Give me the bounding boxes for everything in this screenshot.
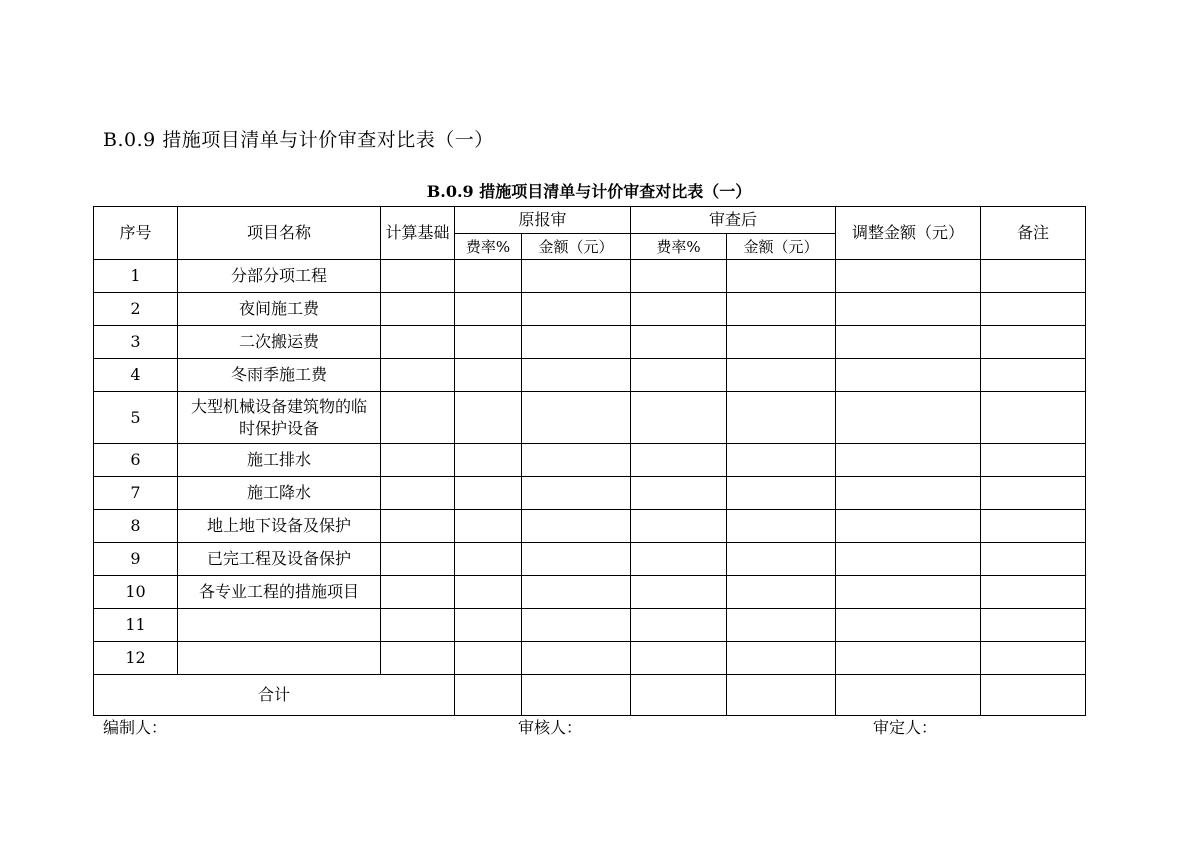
cell-empty xyxy=(631,444,727,477)
row-seq: 9 xyxy=(94,543,178,576)
row-seq: 6 xyxy=(94,444,178,477)
cell-empty xyxy=(981,642,1086,675)
cell-empty xyxy=(631,477,727,510)
table-row xyxy=(94,444,1086,477)
row-item-name: 各专业工程的措施项目 xyxy=(178,576,381,609)
cell-empty xyxy=(727,675,836,716)
cell-empty xyxy=(522,675,631,716)
cell-empty xyxy=(836,543,981,576)
cell-empty xyxy=(836,675,981,716)
cell-empty xyxy=(631,576,727,609)
section-heading: B.0.9 措施项目清单与计价审查对比表（一） xyxy=(103,129,494,151)
cell-empty xyxy=(455,293,522,326)
cell-empty xyxy=(727,359,836,392)
cell-empty xyxy=(727,576,836,609)
approver-label: 审定人： xyxy=(873,718,938,737)
row-item-name xyxy=(178,642,381,675)
row-seq: 10 xyxy=(94,576,178,609)
header-reviewed-rate: 费率% xyxy=(631,234,727,260)
row-seq: 12 xyxy=(94,642,178,675)
header-original-amount: 金额（元） xyxy=(522,234,631,260)
header-remark: 备注 xyxy=(981,207,1086,260)
table-title: B.0.9 措施项目清单与计价审查对比表（一） xyxy=(426,182,752,201)
cell-empty xyxy=(836,293,981,326)
cell-empty xyxy=(631,392,727,444)
cell-empty xyxy=(981,609,1086,642)
cell-empty xyxy=(981,543,1086,576)
cell-empty xyxy=(455,392,522,444)
cell-empty xyxy=(981,293,1086,326)
row-seq: 11 xyxy=(94,609,178,642)
compiler-label: 编制人： xyxy=(103,718,168,737)
cell-empty xyxy=(727,543,836,576)
cell-empty xyxy=(631,293,727,326)
cell-empty xyxy=(727,609,836,642)
cell-empty xyxy=(981,260,1086,293)
cell-empty xyxy=(981,675,1086,716)
table-row xyxy=(94,609,1086,642)
cell-empty xyxy=(727,326,836,359)
total-label: 合计 xyxy=(94,675,455,716)
reviewer-label: 审核人： xyxy=(518,718,583,737)
row-item-name: 夜间施工费 xyxy=(178,293,381,326)
cell-empty xyxy=(381,392,455,444)
cell-empty xyxy=(631,675,727,716)
row-item-name: 冬雨季施工费 xyxy=(178,359,381,392)
row-seq: 1 xyxy=(94,260,178,293)
cell-empty xyxy=(455,444,522,477)
header-calc-base: 计算基础 xyxy=(381,207,455,260)
table-row xyxy=(94,392,1086,444)
cell-empty xyxy=(381,260,455,293)
row-item-name: 二次搬运费 xyxy=(178,326,381,359)
cell-empty xyxy=(455,642,522,675)
row-item-name: 已完工程及设备保护 xyxy=(178,543,381,576)
cell-empty xyxy=(455,260,522,293)
cell-empty xyxy=(631,642,727,675)
cell-empty xyxy=(631,543,727,576)
cell-empty xyxy=(836,359,981,392)
row-item-name: 分部分项工程 xyxy=(178,260,381,293)
cell-empty xyxy=(727,510,836,543)
cell-empty xyxy=(381,477,455,510)
cell-empty xyxy=(455,675,522,716)
cell-empty xyxy=(631,510,727,543)
cell-empty xyxy=(522,609,631,642)
cell-empty xyxy=(381,326,455,359)
cell-empty xyxy=(455,609,522,642)
cell-empty xyxy=(455,576,522,609)
header-original: 原报审 xyxy=(455,207,631,234)
cell-empty xyxy=(381,510,455,543)
cell-empty xyxy=(381,576,455,609)
cell-empty xyxy=(631,609,727,642)
cell-empty xyxy=(836,477,981,510)
header-reviewed-amount: 金额（元） xyxy=(727,234,836,260)
cell-empty xyxy=(522,510,631,543)
cell-empty xyxy=(727,444,836,477)
header-reviewed: 审查后 xyxy=(631,207,836,234)
header-seq: 序号 xyxy=(94,207,178,260)
cell-empty xyxy=(381,444,455,477)
row-seq: 7 xyxy=(94,477,178,510)
cell-empty xyxy=(522,444,631,477)
cell-empty xyxy=(381,642,455,675)
table-row xyxy=(94,477,1086,510)
cell-empty xyxy=(455,510,522,543)
cell-empty xyxy=(522,326,631,359)
cell-empty xyxy=(836,326,981,359)
cell-empty xyxy=(522,642,631,675)
total-row xyxy=(94,675,1086,716)
table-row xyxy=(94,543,1086,576)
cell-empty xyxy=(836,576,981,609)
cell-empty xyxy=(981,392,1086,444)
table-body xyxy=(94,260,1086,716)
row-seq: 5 xyxy=(94,392,178,444)
row-item-name xyxy=(178,609,381,642)
cell-empty xyxy=(981,510,1086,543)
cell-empty xyxy=(981,444,1086,477)
cell-empty xyxy=(836,609,981,642)
cell-empty xyxy=(981,576,1086,609)
cell-empty xyxy=(455,359,522,392)
cell-empty xyxy=(522,576,631,609)
cell-empty xyxy=(836,260,981,293)
cell-empty xyxy=(836,642,981,675)
cell-empty xyxy=(836,444,981,477)
cell-empty xyxy=(727,392,836,444)
cell-empty xyxy=(455,326,522,359)
comparison-table xyxy=(93,206,1086,716)
cell-empty xyxy=(522,359,631,392)
row-item-name: 地上地下设备及保护 xyxy=(178,510,381,543)
table-row xyxy=(94,359,1086,392)
table-row xyxy=(94,260,1086,293)
cell-empty xyxy=(727,293,836,326)
row-item-name: 施工降水 xyxy=(178,477,381,510)
cell-empty xyxy=(836,392,981,444)
cell-empty xyxy=(727,642,836,675)
cell-empty xyxy=(522,392,631,444)
cell-empty xyxy=(981,477,1086,510)
row-item-name: 施工排水 xyxy=(178,444,381,477)
row-seq: 4 xyxy=(94,359,178,392)
cell-empty xyxy=(727,260,836,293)
cell-empty xyxy=(727,477,836,510)
cell-empty xyxy=(522,543,631,576)
cell-empty xyxy=(981,326,1086,359)
cell-empty xyxy=(522,293,631,326)
table-row xyxy=(94,293,1086,326)
cell-empty xyxy=(381,359,455,392)
cell-empty xyxy=(631,359,727,392)
cell-empty xyxy=(381,293,455,326)
header-original-rate: 费率% xyxy=(455,234,522,260)
table-row xyxy=(94,326,1086,359)
row-seq: 2 xyxy=(94,293,178,326)
table-row xyxy=(94,510,1086,543)
cell-empty xyxy=(631,260,727,293)
row-item-name: 大型机械设备建筑物的临时保护设备 xyxy=(178,392,381,444)
cell-empty xyxy=(381,543,455,576)
header-adjust-amount: 调整金额（元） xyxy=(836,207,981,260)
cell-empty xyxy=(455,477,522,510)
table-row xyxy=(94,576,1086,609)
row-seq: 8 xyxy=(94,510,178,543)
cell-empty xyxy=(522,260,631,293)
cell-empty xyxy=(455,543,522,576)
cell-empty xyxy=(981,359,1086,392)
header-item-name: 项目名称 xyxy=(178,207,381,260)
cell-empty xyxy=(836,510,981,543)
cell-empty xyxy=(631,326,727,359)
table-row xyxy=(94,642,1086,675)
cell-empty xyxy=(381,609,455,642)
row-seq: 3 xyxy=(94,326,178,359)
cell-empty xyxy=(522,477,631,510)
